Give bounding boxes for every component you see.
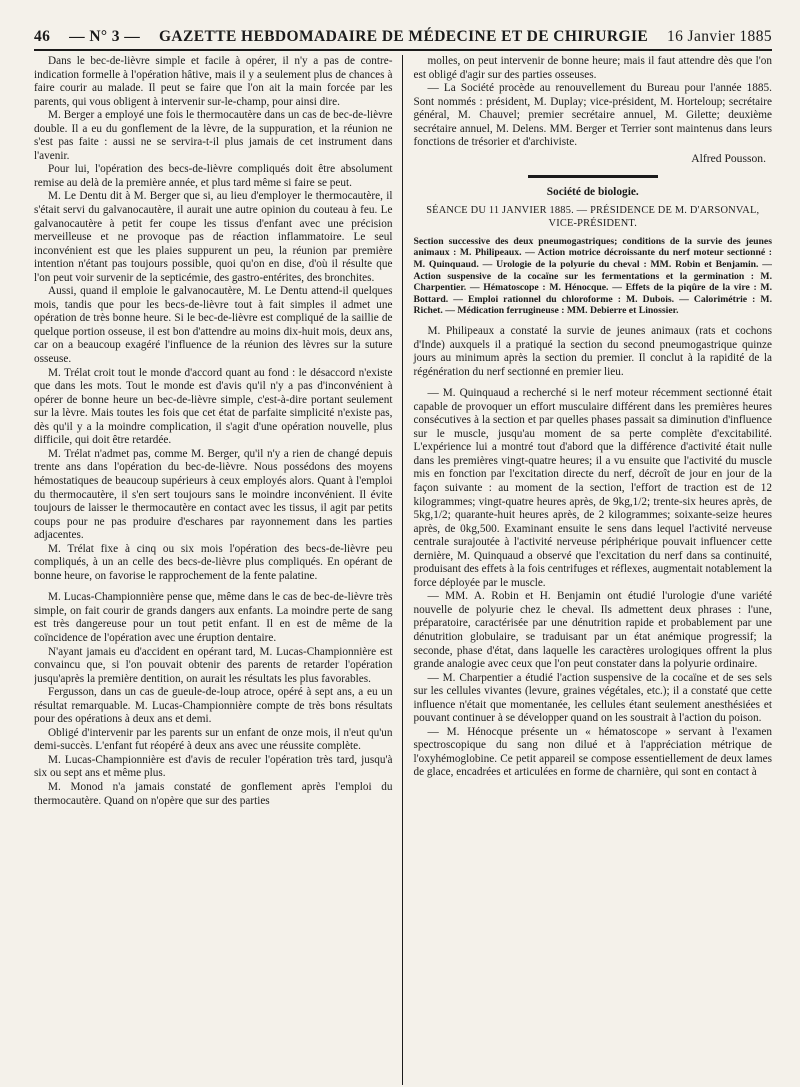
paragraph: — M. Quinquaud a recherché si le nerf moteur récemment sectionné était capable de provoquer un effort musculaire différent dans les premières heures consécutives à la section et par quelles phases passait sa diminution d'influence sur le muscle, jusqu'au moment de sa perte complète d'excitabilité. L'expérience lui a montré tout d'abord que la différence d'activité était nulle dans les premières vingt-quatre heures; il a vu ensuite que l'activité du muscle mis en fonction par l'excitation directe du nerf, décroît de jour en jour de la façon suivante : au moment de la section, l'effort de traction est de 12 kilogrammes; vingt-quatre heures après, de 9kg,1/2; trente-six heures après, de 5kg,1/2; quarante-huit heures après, de 2 kilogrammes; soixante-seize heures après, de 0kg,500. Examinant ensuite le sens dans lequel l'activité nerveuse centrale surajoutée à l'activité nerveuse périphérique pouvait influencer cette dernière, M. Quinquaud a observé que l'excitation du nerf dans sa continuité, produisant des effets à la fois centrifuges et réflexes, augmentait notablement la force déployée par le muscle. <box>413 387 772 589</box>
paragraph: — M. Hénocque présente un « hématoscope » servant à l'examen spectroscopique du sang non dilué et à l'appréciation métrique de l'oxyhémoglobine. Ce petit appareil se compose essentiellement de deux lames de glace, encadrées et articulées en forme de charnière, qui sont en contact à <box>413 725 772 779</box>
left-column <box>34 55 403 1085</box>
paragraph-spacer <box>34 583 393 591</box>
paragraph: Pour lui, l'opération des becs-de-lièvre compliqués doit être absolument remise au delà de la première année, et plus tard même si faire se peut. <box>34 163 393 189</box>
text-columns <box>34 55 772 1085</box>
issue-number: — N° 3 — <box>69 28 141 45</box>
paragraph: M. Trélat fixe à cinq ou six mois l'opération des becs-de-lièvre peu compliqués, à un an celle des becs-de-lièvre plus compliqués. En opérant de bonne heure, on favorise le rapprochement de la fente palatine. <box>34 542 393 582</box>
paragraph: M. Trélat croit tout le monde d'accord quant au fond : le désaccord n'existe que dans les mots. Tout le monde est d'avis qu'il n'y a pas d'inconvénient à opérer de bonne heure un bec-de-lièvre simple, c'est-à-dire portant seulement sur la lèvre. Mais toutes les fois que cet état de parfaite simplicité n'existe pas, dès qu'il y a la moindre complication, il s'agit d'une opération nouvelle, plus difficile, qui doit être retardée. <box>34 366 393 447</box>
paragraph: Obligé d'intervenir par les parents sur un enfant de onze mois, il n'eut qu'un demi-succès. L'enfant fut réopéré à deux ans avec une réussite complète. <box>34 726 393 753</box>
page-header <box>34 28 772 51</box>
paragraph: N'ayant jamais eu d'accident en opérant tard, M. Lucas-Championnière est convaincu que, si l'on pouvait obtenir des parents de retarder l'opération jusqu'après la première dentition, on aurait les résultats les plus favorables. <box>34 645 393 685</box>
paragraph: M. Le Dentu dit à M. Berger que si, au lieu d'employer le thermocautère, il s'était servi du galvanocautère, il aurait une autre opinion du couteau à feu. Le galvanocautère à petit fer coupe les tissus d'enfant avec une précision merveilleuse et ne provoque pas de réaction inflammatoire. Le seul inconvénient est que les plaies suppurent un peu, la réunion par première intention n'étant pas toujours possible, quoi qu'on en dise, d'où il résulte que l'on peut voir survenir de la septicémie, des gastro-entérites, des bronchites. <box>34 190 393 284</box>
paragraph: M. Berger a employé une fois le thermocautère dans un cas de bec-de-lièvre double. Il a eu du gonflement de la lèvre, de la suppuration, et la réunion ne s'est pas faite : aussi ne se servira-t-il plus jamais de cet instrument dans l'avenir. <box>34 109 393 162</box>
journal-title: GAZETTE HEBDOMADAIRE DE MÉDECINE ET DE CHIRURGIE <box>158 28 649 45</box>
paragraph-spacer <box>414 379 773 387</box>
paragraph: — La Société procède au renouvellement du Bureau pour l'année 1885. Sont nommés : président, M. Duplay; vice-président, M. Horteloup; secrétaire général, M. Chauvel; premier secrétaire annuel, M. Gilette; deuxième secrétaire annuel, M. Delens. MM. Berger et Terrier sont maintenus dans leurs fonctions de trésorier et d'archiviste. <box>413 82 772 149</box>
paragraph: M. Trélat n'admet pas, comme M. Berger, qu'il n'y a rien de changé depuis trente ans dans l'opération du bec-de-lièvre. Nous possédons des moyens hémostatiques de beaucoup supérieurs à ceux employés alors. Quant à l'emploi du thermocautère, il s'en sert toujours sans le moindre inconvénient. Il évite toujours de laisser le thermocautère en contact avec les tissus, il agit par petits coups pour ne pas produire d'eschares par rayonnement dans les parties adjacentes. <box>34 447 393 542</box>
paragraph: Fergusson, dans un cas de gueule-de-loup atroce, opéré à sept ans, a eu un résultat remarquable. M. Lucas-Championnière compte de très bons résultats pour des opérations à deux ans et demi. <box>34 686 393 726</box>
paragraph: M. Lucas-Championnière est d'avis de reculer l'opération très tard, jusqu'à six ou sept ans et même plus. <box>34 753 393 780</box>
right-column <box>403 55 773 1085</box>
paragraph: M. Lucas-Championnière pense que, même dans le cas de bec-de-lièvre très simple, on fait courir de grands dangers aux enfants. La moindre perte de sang est très dangereuse pour un tout petit enfant. Il en est de même de la coïncidence de l'opération avec une éruption dentaire. <box>34 591 393 644</box>
issue-date: 16 Janvier 1885 <box>666 28 772 45</box>
page-number: 46 <box>34 28 51 45</box>
section-divider <box>528 175 658 178</box>
paragraph: Aussi, quand il emploie le galvanocautère, M. Le Dentu attend-il quelques mois, tandis que pour les becs-de-lièvre tout à fait simples il admet une opération de très bonne heure. Si le bec-de-lièvre est compliqué de la saillie de quelque portion osseuse, il est bon d'attendre au moins dix-huit mois, deux ans, car on a beaucoup exagéré l'influence de la réunion des lèvres sur la suture osseuse. <box>34 285 393 366</box>
paragraph: — M. Charpentier a étudié l'action suspensive de la cocaïne et de ses sels sur les cellules vivantes (levure, graines végétales, etc.); il a constaté que cette influence n'était que momentanée, les cellules étant seulement anesthésiées et pouvant continuer à se développer quand on les soustrait à l'action du poison. <box>413 671 772 725</box>
author-signature: Alfred Pousson. <box>691 151 766 165</box>
paragraph: M. Monod n'a jamais constaté de gonflement après l'emploi du thermocautère. Quand on n'opère que sur des parties <box>34 780 393 807</box>
paragraph: Dans le bec-de-lièvre simple et facile à opérer, il n'y a pas de contre-indication formelle à l'opération hâtive, mais il y a seulement plus de chances à faire courir au malade. Il peut se faire que l'on ait la main forcée par les parents, qui vous obligent à intervenir sur-le-champ, pour ainsi dire. <box>34 55 393 108</box>
paragraph: molles, on peut intervenir de bonne heure; mais il faut attendre dès que l'on est obligé d'agir sur des parties osseuses. <box>413 55 772 81</box>
paragraph: — MM. A. Robin et H. Benjamin ont étudié l'urologie d'une variété nouvelle de polyurie chez le cheval. Ils admettent deux phrases : l'une, préparatoire, caractérisée par une dénutrition rapide et probablement par une dénutrition globulaire, se traduisant par un état anémique progressif; la seconde, phase d'état, dans laquelle les caractères urologiques offrent la plus grande analogie avec ceux que l'on peut constater dans la polyurie ordinaire. <box>413 590 772 671</box>
session-summary: Section successive des deux pneumogastriques; conditions de la survie des jeunes animaux : M. Philipeaux. — Action motrice décroissante du nerf moteur sectionné : M. Quinquaud. — Urologie de la polyurie du cheval : MM. Robin et Benjamin. — Action suspensive de la cocaïne sur les fermentations et la germination : M. Charpentier. — Hématoscope : M. Hénocque. — Effets de la piqûre de la vire : M. Bottard. — Emploi rationnel du chloroforme : M. Dubois. — Calorimétrie : M. Richet. — Médication ferrugineuse : MM. Debierre et Linossier. <box>413 235 772 317</box>
session-heading: SÉANCE DU 11 JANVIER 1885. — PRÉSIDENCE DE M. D'ARSONVAL, VICE-PRÉSIDENT. <box>426 204 760 229</box>
paragraph: M. Philipeaux a constaté la survie de jeunes animaux (rats et cochons d'Inde) auxquels il a pratiqué la section du second pneumogastrique quinze jours au minimum après la section du premier. Il conclut à la rapidité de la régénération du nerf sectionné en premier lieu. <box>413 324 772 378</box>
section-title: Société de biologie. <box>546 185 639 198</box>
